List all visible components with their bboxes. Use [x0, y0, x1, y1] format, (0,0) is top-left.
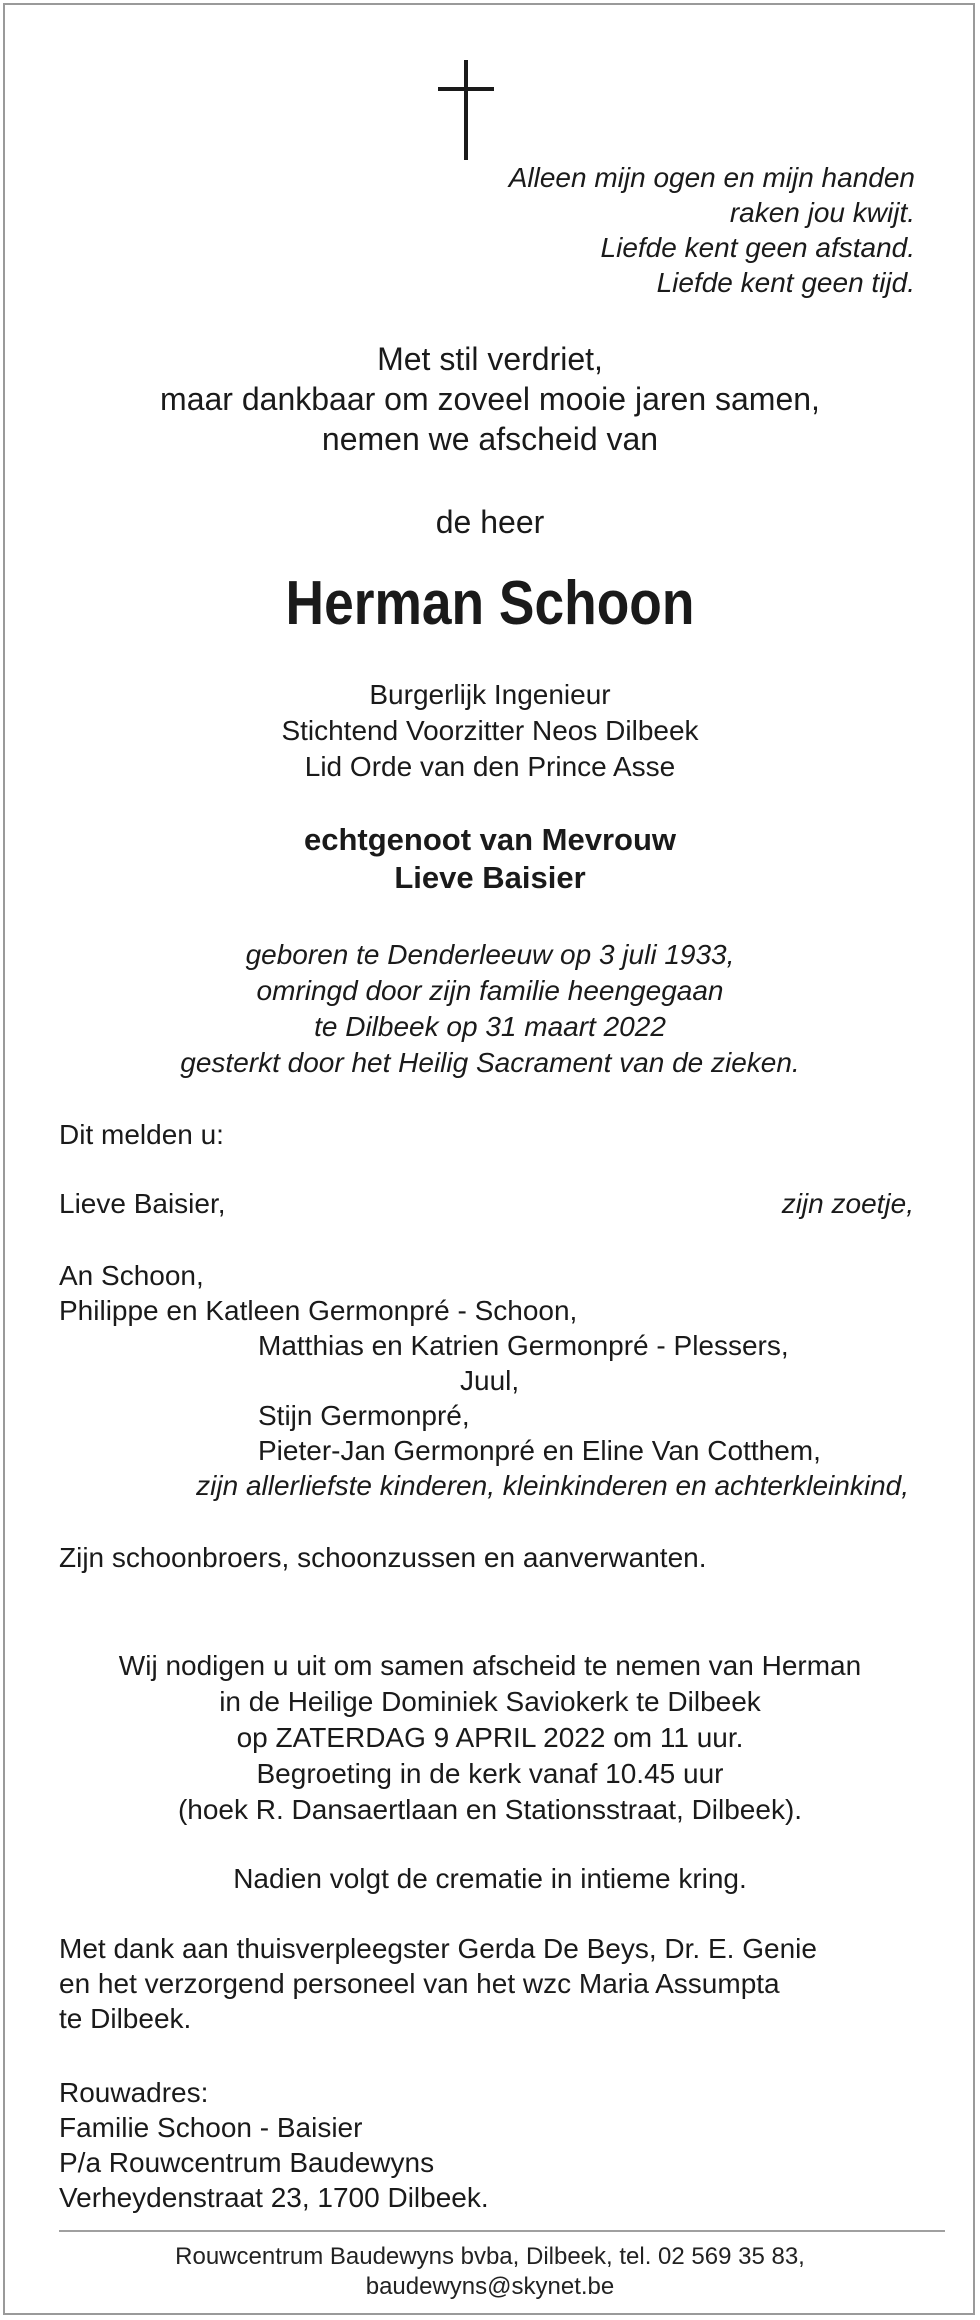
poem-line: raken jou kwijt. — [729, 197, 915, 228]
poem-line: Liefde kent geen tijd. — [656, 267, 915, 298]
address-line: Familie Schoon - Baisier — [59, 2112, 363, 2143]
thanks-line: te Dilbeek. — [59, 2003, 192, 2034]
birth-death-line: geboren te Denderleeuw op 3 juli 1933, — [245, 939, 735, 970]
poem-line: Alleen mijn ogen en mijn handen — [508, 162, 915, 193]
invitation-line: Wij nodigen u uit om samen afscheid te nemen van Herman — [118, 1650, 862, 1681]
spouse-line: Lieve Baisier — [394, 860, 586, 895]
address-line: Verheydenstraat 23, 1700 Dilbeek. — [59, 2182, 489, 2213]
cross-icon — [435, 60, 497, 160]
relatives-text: Zijn schoonbroers, schoonzussen en aanverwanten. — [59, 1542, 707, 1573]
title-line: Stichtend Voorzitter Neos Dilbeek — [281, 715, 699, 746]
family-line: Philippe en Katleen Germonpré - Schoon, — [59, 1295, 578, 1326]
birth-death-line: gesterkt door het Heilig Sacrament van de zieken. — [180, 1047, 800, 1078]
address-line: P/a Rouwcentrum Baudewyns — [59, 2147, 435, 2178]
partner-role: zijn zoetje, — [781, 1188, 914, 1219]
invitation-line: in de Heilige Dominiek Saviokerk te Dilbeek — [219, 1686, 761, 1717]
family-line: Pieter-Jan Germonpré en Eline Van Cotthem, — [258, 1435, 821, 1466]
spouse-line: echtgenoot van Mevrouw — [303, 822, 677, 857]
family-line: An Schoon, — [59, 1260, 204, 1291]
family-line: Juul, — [460, 1365, 520, 1396]
footer-line: Rouwcentrum Baudewyns bvba, Dilbeek, tel. 02 569 35 83, — [175, 2243, 805, 2270]
announce-text: Dit melden u: — [59, 1119, 224, 1150]
deceased-name: Herman Schoon — [285, 569, 695, 638]
birth-death-line: omringd door zijn familie heengegaan — [256, 975, 724, 1006]
footer-email: baudewyns@skynet.be — [365, 2273, 615, 2300]
invitation-line: Begroeting in de kerk vanaf 10.45 uur — [256, 1758, 724, 1789]
thanks-line: en het verzorgend personeel van het wzc Maria Assumpta — [59, 1968, 780, 1999]
poem-line: Liefde kent geen afstand. — [600, 232, 915, 263]
intro-line: nemen we afscheid van — [321, 421, 659, 457]
footer-divider — [59, 2230, 945, 2232]
invitation-line: op ZATERDAG 9 APRIL 2022 om 11 uur. — [236, 1722, 744, 1753]
cremation-text: Nadien volgt de crematie in intieme kring. — [233, 1863, 747, 1894]
title-line: Burgerlijk Ingenieur — [369, 679, 611, 710]
address-line: Rouwadres: — [59, 2077, 209, 2108]
salutation: de heer — [435, 504, 545, 540]
partner-name: Lieve Baisier, — [59, 1188, 226, 1219]
title-line: Lid Orde van den Prince Asse — [304, 751, 676, 782]
family-line: Stijn Germonpré, — [258, 1400, 470, 1431]
intro-line: maar dankbaar om zoveel mooie jaren samen, — [160, 381, 820, 417]
family-line: Matthias en Katrien Germonpré - Plessers, — [258, 1330, 789, 1361]
family-role: zijn allerliefste kinderen, kleinkinderen en achterkleinkind, — [196, 1470, 909, 1501]
intro-line: Met stil verdriet, — [377, 341, 603, 377]
invitation-line: (hoek R. Dansaertlaan en Stationsstraat, Dilbeek). — [177, 1794, 803, 1825]
thanks-line: Met dank aan thuisverpleegster Gerda De Beys, Dr. E. Genie — [59, 1933, 817, 1964]
birth-death-line: te Dilbeek op 31 maart 2022 — [314, 1011, 666, 1042]
